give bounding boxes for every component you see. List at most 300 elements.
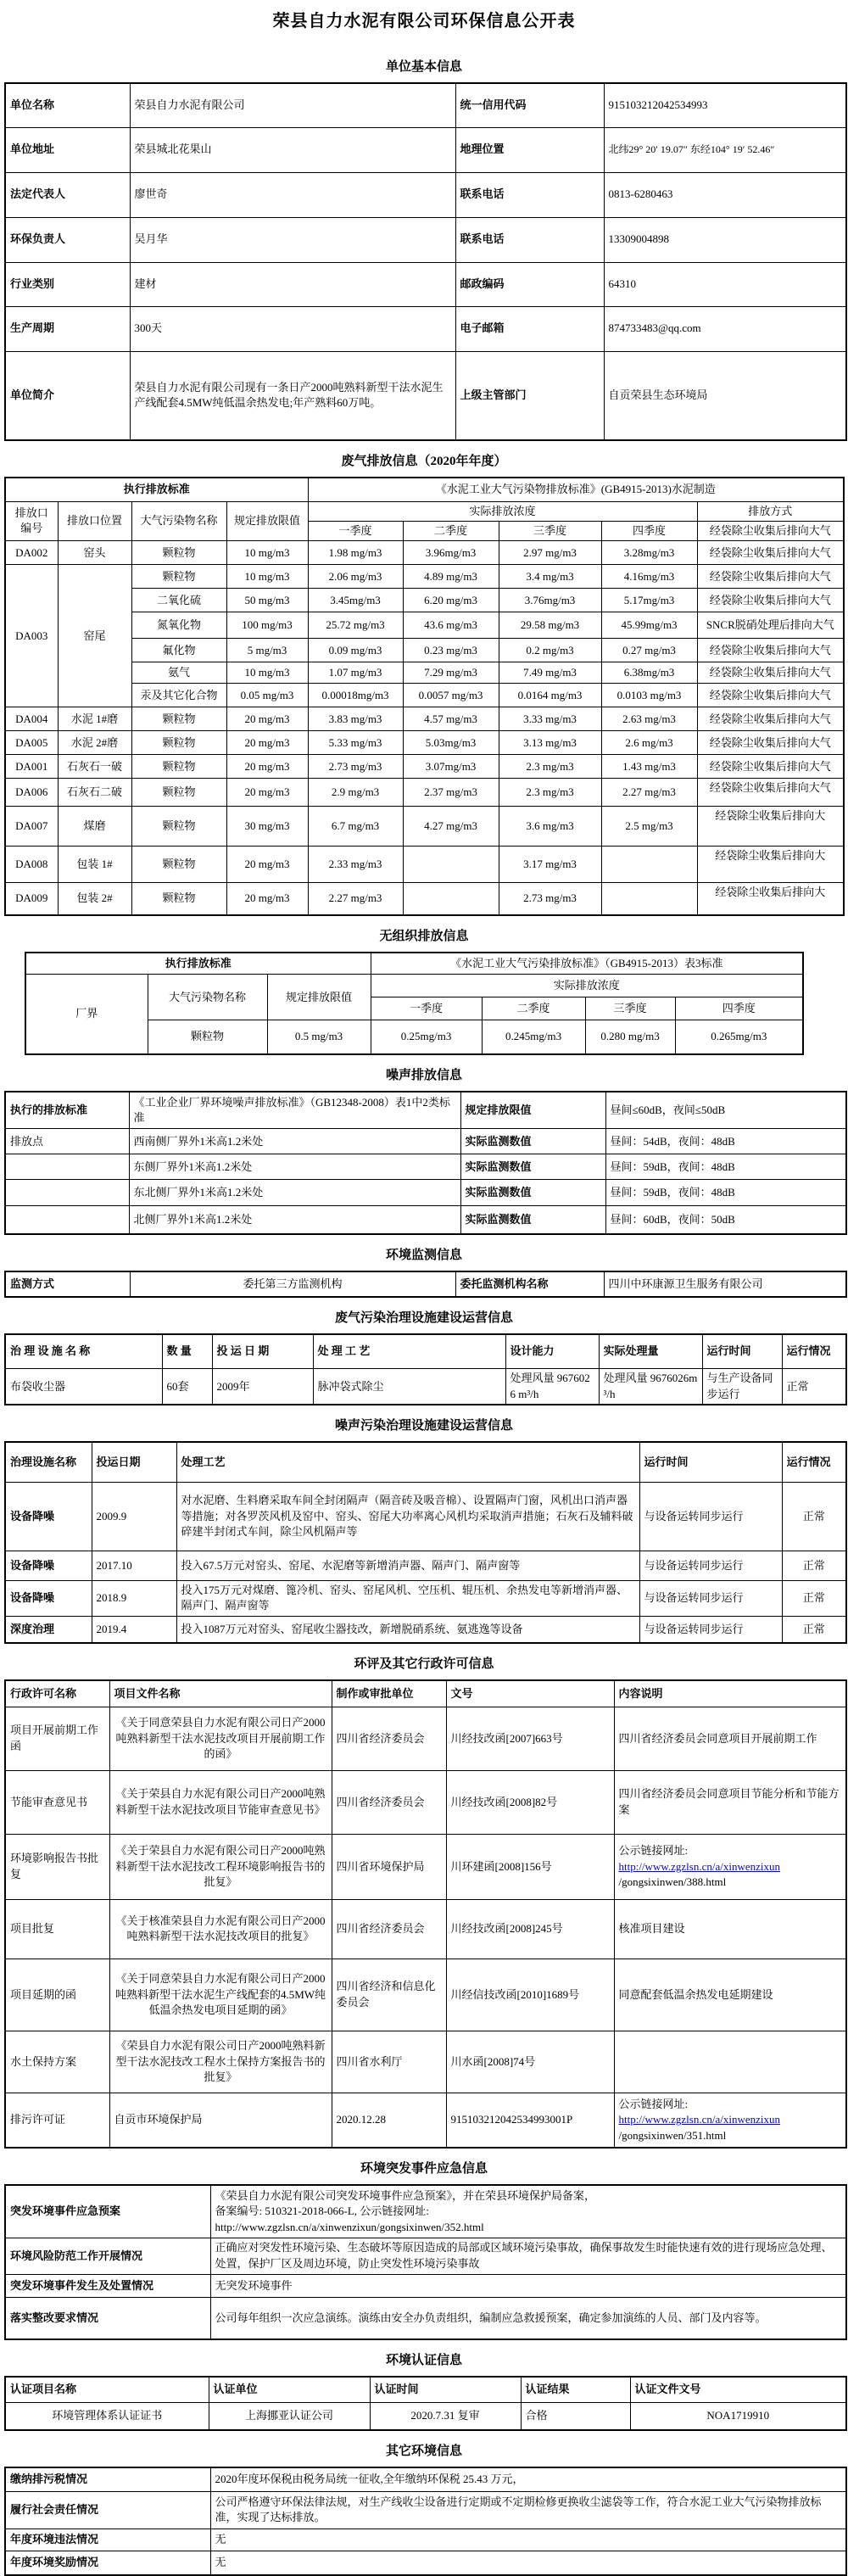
cell-text: 1.98 mg/m3 [328, 545, 382, 559]
cell-text: 无突发环境事件 [215, 2278, 293, 2292]
cell-text: 正常 [802, 1558, 825, 1572]
cell-text: 2.27 mg/m3 [328, 891, 382, 905]
cell-text: 西南侧厂界外1米高1.2米处 [133, 1134, 264, 1148]
table-cell [499, 707, 601, 731]
cell-text: 20 mg/m3 [244, 785, 290, 799]
table-cell [5, 306, 130, 351]
cell-text: 正常 [786, 1379, 809, 1393]
table-cell [482, 997, 585, 1020]
table-row [5, 478, 844, 501]
table-cell [782, 1334, 846, 1369]
table-cell [601, 612, 697, 639]
gas-treatment-table-container [0, 1333, 848, 1405]
table-cell [614, 1707, 846, 1770]
table-cell [131, 612, 226, 639]
cell-text: DA009 [15, 891, 48, 905]
table-cell [697, 755, 844, 779]
section-fugitive-emission [0, 926, 848, 1055]
table-cell [130, 306, 455, 351]
table-cell [601, 541, 697, 565]
cell-text: 2020.12.28 [336, 2113, 386, 2126]
cell-text: 20 mg/m3 [244, 759, 290, 773]
cell-text: 100 mg/m3 [242, 618, 293, 632]
table-cell [131, 883, 226, 915]
table-cell [109, 2031, 332, 2093]
cell-text: 0.00018mg/m3 [321, 688, 389, 701]
cell-text: 四川省经济委员会同意项目开展前期工作 [618, 1731, 817, 1745]
table-cell [601, 589, 697, 612]
table-cell [403, 612, 499, 639]
table-row [5, 731, 844, 755]
table-cell [370, 2402, 521, 2430]
other-env-info-table-container [0, 2467, 848, 2576]
cell-text: 生产周期 [10, 321, 55, 335]
table-cell [601, 639, 697, 662]
table-row [5, 1482, 846, 1551]
page-title: 荣县自力水泥有限公司环保信息公开表 [272, 12, 576, 31]
table-row [5, 639, 844, 662]
table-cell [5, 1206, 129, 1234]
data-table [4, 1679, 847, 2149]
cell-text: 《水泥工业大气污染排放标准》（GB4915-2013）表3标准 [450, 956, 723, 969]
section-basic-info [0, 57, 848, 441]
cell-text: 四季度 [722, 1002, 756, 1015]
table-cell [5, 1616, 92, 1643]
table-cell [5, 1442, 92, 1482]
cell-text: 与设备运转同步运行 [644, 1509, 744, 1523]
cell-text: 东北侧厂界外1米高1.2米处 [133, 1186, 264, 1199]
table-cell [226, 639, 308, 662]
cell-text: 经袋除尘收集后排向大气 [709, 593, 831, 606]
table-cell [210, 2185, 846, 2238]
table-cell [614, 1770, 846, 1834]
table-cell [499, 779, 601, 807]
cell-text: 制作或审批单位 [336, 1686, 414, 1700]
cell-text: 2.97 mg/m3 [523, 545, 577, 559]
cell-text: 7.49 mg/m3 [523, 666, 577, 679]
cell-text: 吴月华 [134, 232, 168, 246]
cell-text: 0.27 mg/m3 [622, 643, 676, 657]
cell-text: 5.03mg/m3 [425, 735, 477, 749]
cell-text: 2.33 mg/m3 [328, 858, 382, 871]
table-cell [5, 565, 58, 707]
cell-text: 2.63 mg/m3 [622, 712, 676, 725]
table-cell [131, 755, 226, 779]
table-cell [403, 883, 499, 915]
table-cell [131, 565, 226, 589]
table-cell [614, 1680, 846, 1707]
table-cell [403, 707, 499, 731]
cell-text: 四川省经济委员会同意项目节能分析和节能方案 [618, 1787, 840, 1816]
table-cell [130, 351, 455, 440]
data-table [4, 82, 847, 441]
table-cell [130, 127, 455, 172]
table-row [5, 1551, 846, 1580]
table-cell [782, 1442, 846, 1482]
table-cell [5, 2551, 210, 2575]
cell-text: 5.33 mg/m3 [328, 735, 382, 749]
table-cell [499, 755, 601, 779]
table-cell [308, 847, 403, 883]
table-cell [5, 2238, 210, 2274]
table-cell [210, 2551, 846, 2575]
table-row [5, 883, 844, 915]
table-cell [455, 262, 604, 306]
table-cell [129, 1206, 460, 1234]
cell-text: 汞及其它化合物 [140, 688, 218, 701]
cell-text: 正常 [802, 1591, 825, 1605]
cell-text: 4.16mg/m3 [623, 569, 675, 583]
table-cell [5, 1834, 109, 1899]
table-cell [585, 1020, 675, 1054]
table-cell [210, 2297, 846, 2339]
table-cell [162, 1334, 212, 1369]
table-cell [5, 1334, 162, 1369]
table-cell [601, 883, 697, 915]
cell-text: 项目延期的函 [10, 1987, 77, 2001]
table-cell [226, 684, 308, 707]
cell-text: 10 mg/m3 [244, 666, 290, 679]
table-cell [601, 847, 697, 883]
table-cell [697, 541, 844, 565]
table-cell [403, 755, 499, 779]
cell-text: /gongsixinwen/388.html [618, 1875, 727, 1889]
table-row [5, 565, 844, 589]
cell-text: 设备降噪 [10, 1591, 55, 1605]
cell-text: 颗粒物 [190, 1030, 224, 1043]
cell-text: 认证单位 [213, 2383, 258, 2396]
data-table [4, 2467, 847, 2576]
table-cell [702, 1334, 782, 1369]
cell-text: 公司每年组织一次应急演练。演练由安全办负责组织，编制应急救援预案，确定参加演练的人员、部门及内容等。 [215, 2311, 767, 2324]
table-cell [131, 807, 226, 847]
table-cell [308, 662, 403, 684]
table-cell [109, 1959, 332, 2031]
cell-text: 3.28mg/m3 [623, 545, 675, 559]
table-cell [176, 1482, 639, 1551]
cell-text: 缴纳排污税情况 [10, 2473, 88, 2486]
cell-text: 石灰石二破 [66, 785, 122, 799]
cell-text: 6.20 mg/m3 [424, 593, 477, 606]
cell-text: 认证结果 [525, 2383, 570, 2396]
cell-text: 915103212042534993001P [450, 2113, 573, 2126]
cell-text: 正常 [802, 1509, 825, 1523]
table-cell [5, 1129, 129, 1154]
cell-text: 四川省经济委员会 [336, 1922, 425, 1936]
cell-text: 0813-6280463 [608, 187, 673, 201]
cell-text: 7.29 mg/m3 [424, 666, 477, 679]
table-cell [210, 2491, 846, 2529]
table-cell [371, 975, 803, 997]
table-cell [697, 589, 844, 612]
table-cell [604, 83, 846, 127]
cell-text: 0.5 mg/m3 [294, 1030, 343, 1043]
table-cell [5, 1154, 129, 1180]
table-cell [499, 639, 601, 662]
table-cell [460, 1206, 605, 1234]
cell-text: 投 运 日 期 [216, 1344, 270, 1358]
section-heading: 无组织排放信息 [379, 929, 469, 943]
section-eia-permits [0, 1654, 848, 2149]
cell-text: 3.6 mg/m3 [526, 819, 574, 833]
table-row [5, 2529, 846, 2551]
cell-text: 2019.4 [96, 1622, 127, 1635]
table-cell [92, 1616, 176, 1643]
cell-text: 10 mg/m3 [244, 545, 290, 559]
table-cell [332, 1770, 446, 1834]
cell-text: 45.99mg/m3 [621, 618, 678, 632]
table-row [5, 306, 846, 351]
cell-text: 氨气 [167, 666, 190, 679]
table-cell [5, 501, 58, 541]
cell-text: 《荣县自力水泥有限公司日产2000吨熟料新型干法水泥技改工程水土保持方案报告书的批复》 [115, 2039, 326, 2084]
cell-text: 煤磨 [83, 819, 106, 833]
cell-text: 窑头 [83, 545, 106, 559]
table-cell [499, 589, 601, 612]
cell-text: 法定代表人 [10, 187, 66, 201]
table-cell [601, 662, 697, 684]
table-cell [604, 172, 846, 217]
table-cell [403, 565, 499, 589]
table-cell [148, 975, 267, 1020]
table-cell [639, 1551, 782, 1580]
table-cell [129, 1092, 460, 1129]
table-cell [131, 707, 226, 731]
table-cell [697, 521, 844, 540]
table-row [5, 2491, 846, 2529]
cell-text: 0.0164 mg/m3 [517, 688, 583, 701]
table-cell [499, 541, 601, 565]
section-heading: 噪声污染治理设施建设运营信息 [334, 1419, 513, 1433]
table-row [5, 847, 844, 883]
cell-text: 包装 2# [76, 891, 113, 905]
table-cell [505, 1334, 599, 1369]
table-cell [697, 565, 844, 589]
table-cell [332, 1707, 446, 1770]
table-cell [212, 1369, 313, 1405]
table-row [5, 684, 844, 707]
table-cell [614, 1899, 846, 1959]
section-other-env-info [0, 2441, 848, 2576]
cell-text: 0.280 mg/m3 [600, 1030, 660, 1043]
cell-text: 氮氧化物 [156, 618, 201, 632]
cell-text: SNCR脱硝处理后排向大气 [706, 618, 834, 632]
table-cell [446, 2093, 614, 2148]
table-cell [209, 2377, 370, 2402]
section-heading: 环评及其它行政许可信息 [354, 1657, 494, 1672]
table-cell [455, 83, 604, 127]
table-cell [210, 2529, 846, 2551]
data-table [4, 477, 845, 916]
cell-text: 2018.9 [96, 1591, 127, 1605]
cell-text: DA006 [15, 785, 48, 799]
cell-text: 年度环境违法情况 [10, 2533, 99, 2546]
public-link[interactable]: http://www.zgzlsn.cn/a/xinwenzixun [618, 2113, 781, 2126]
table-row [5, 2031, 846, 2093]
cell-text: 昼间：59dB，夜间：48dB [610, 1159, 735, 1173]
table-cell [212, 1334, 313, 1369]
table-cell [446, 1770, 614, 1834]
cell-text: 4.89 mg/m3 [424, 569, 477, 583]
cell-text: 三季度 [533, 523, 567, 537]
cell-text: 3.96mg/m3 [425, 545, 477, 559]
table-cell [308, 478, 844, 501]
table-cell [403, 521, 499, 540]
table-cell [130, 1271, 455, 1297]
data-table [4, 1333, 847, 1405]
basic-info-table-container [0, 82, 848, 441]
table-cell [697, 707, 844, 731]
table-row [5, 2185, 846, 2238]
table-cell [5, 1180, 129, 1206]
table-cell [129, 1180, 460, 1206]
table-cell [455, 306, 604, 351]
table-cell [605, 1180, 846, 1206]
table-cell [5, 1482, 92, 1551]
table-row [5, 2377, 846, 2402]
table-cell [226, 755, 308, 779]
cell-text: 20 mg/m3 [244, 891, 290, 905]
cell-text: 突发环境事件应急预案 [10, 2204, 121, 2218]
cell-text: 排放点 [10, 1134, 44, 1148]
cell-text: 川经信技改函[2010]1689号 [450, 1987, 580, 2001]
table-cell [308, 807, 403, 847]
section-heading: 环境突发事件应急信息 [360, 2162, 488, 2176]
cell-text: 经袋除尘收集后排向大气 [709, 759, 831, 773]
table-cell [505, 1369, 599, 1405]
section-heading: 环境监测信息 [385, 1248, 462, 1262]
table-cell [371, 1020, 482, 1054]
cell-text: 经袋除尘收集后排向大气 [709, 569, 831, 583]
table-row [5, 1334, 846, 1369]
table-cell [210, 2274, 846, 2297]
cell-text: 64310 [608, 277, 636, 290]
table-cell [332, 1680, 446, 1707]
table-cell [332, 1834, 446, 1899]
table-cell [599, 1369, 702, 1405]
cell-text: 经袋除尘收集后排向大气 [709, 643, 831, 657]
table-cell [313, 1369, 505, 1405]
table-cell [308, 541, 403, 565]
table-cell [460, 1129, 605, 1154]
cell-text: 水泥 1#磨 [70, 712, 119, 725]
data-table [25, 952, 804, 1055]
table-cell [697, 847, 844, 883]
noise-treatment-table-container [0, 1441, 848, 1644]
cell-text: 认证项目名称 [10, 2383, 77, 2396]
table-cell [308, 612, 403, 639]
cell-text: 2.37 mg/m3 [424, 785, 477, 799]
cell-text: DA008 [15, 858, 48, 871]
table-cell [601, 565, 697, 589]
section-heading: 废气排放信息（2020年年度） [341, 455, 507, 468]
table-cell [446, 2031, 614, 2093]
table-cell [697, 779, 844, 807]
cell-text: 廖世奇 [134, 187, 168, 201]
cell-text: 统一信用代码 [460, 98, 527, 112]
cell-text: 认证时间 [374, 2383, 419, 2396]
cell-text: 川经技改函[2008]82号 [450, 1795, 558, 1808]
table-cell [601, 731, 697, 755]
cell-text: 3.76mg/m3 [524, 593, 576, 606]
cell-text: 0.0057 mg/m3 [418, 688, 483, 701]
cell-text: 经袋除尘收集后排向大气 [709, 523, 831, 537]
cell-text: 《关于核准荣县自力水泥有限公司日产2000吨熟料新型干法水泥技改项目的批复》 [115, 1914, 326, 1943]
table-cell [605, 1206, 846, 1234]
table-cell [25, 953, 371, 975]
table-cell [601, 684, 697, 707]
table-cell [604, 127, 846, 172]
cell-text: 建材 [134, 277, 157, 290]
cell-text: 排放口位置 [66, 514, 122, 528]
table-cell [403, 589, 499, 612]
cell-text: 3.17 mg/m3 [523, 858, 577, 871]
cell-text: 5 mg/m3 [247, 643, 287, 657]
table-cell [601, 707, 697, 731]
cell-text: 2.73 mg/m3 [328, 759, 382, 773]
cell-text: 颗粒物 [162, 858, 196, 871]
table-cell [226, 589, 308, 612]
table-cell [58, 707, 131, 731]
table-row [5, 262, 846, 306]
table-cell [308, 521, 403, 540]
cell-text: 2.3 mg/m3 [526, 759, 574, 773]
table-cell [5, 2185, 210, 2238]
table-cell [131, 847, 226, 883]
table-cell [58, 565, 131, 707]
table-cell [332, 2093, 446, 2148]
table-cell [58, 755, 131, 779]
cell-text: 设备降噪 [10, 1509, 55, 1523]
cell-text: 地理位置 [460, 142, 505, 156]
cell-text: 设备降噪 [10, 1558, 55, 1572]
cell-text: 2009年 [216, 1379, 250, 1393]
cell-text: 行政许可名称 [10, 1686, 77, 1700]
public-link[interactable]: http://www.zgzlsn.cn/a/xinwenzixun [618, 1859, 781, 1873]
table-cell [499, 807, 601, 847]
cell-text: DA007 [15, 819, 48, 833]
cell-text: 项目文件名称 [114, 1686, 181, 1700]
table-cell [226, 662, 308, 684]
cell-text: 二氧化硫 [156, 593, 201, 606]
table-cell [176, 1442, 639, 1482]
cell-text: 颗粒物 [162, 759, 196, 773]
cell-text: 排放口编号 [14, 506, 48, 535]
table-cell [605, 1092, 846, 1129]
cell-text: 北侧厂界外1米高1.2米处 [133, 1212, 253, 1226]
cell-text: 北纬29° 20′ 19.07″ 东经104° 19′ 52.46″ [608, 142, 775, 155]
table-cell [131, 639, 226, 662]
table-cell [446, 1680, 614, 1707]
cell-text: 《工业企业厂界环境噪声排放标准》（GB12348-2008）表1中2类标准 [133, 1095, 450, 1125]
cell-text: 核准项目建设 [618, 1922, 685, 1936]
table-row [5, 1092, 846, 1129]
table-cell [162, 1369, 212, 1405]
cell-text: 荣县自力水泥有限公司 [134, 98, 245, 112]
table-cell [5, 883, 58, 915]
table-cell [5, 217, 130, 262]
cell-text: 规定排放限值 [234, 514, 301, 528]
table-cell [308, 707, 403, 731]
data-table [4, 2184, 847, 2340]
cell-text: 节能审查意见书 [10, 1795, 88, 1808]
table-cell [332, 2031, 446, 2093]
cell-text: 2009.9 [96, 1509, 127, 1523]
cell-text: 同意配套低温余热发电延期建设 [618, 1987, 773, 2001]
cell-text: 环保负责人 [10, 232, 66, 246]
cell-text: 四川省经济委员会 [336, 1731, 425, 1745]
cell-text: 四川省水利厅 [336, 2054, 403, 2068]
